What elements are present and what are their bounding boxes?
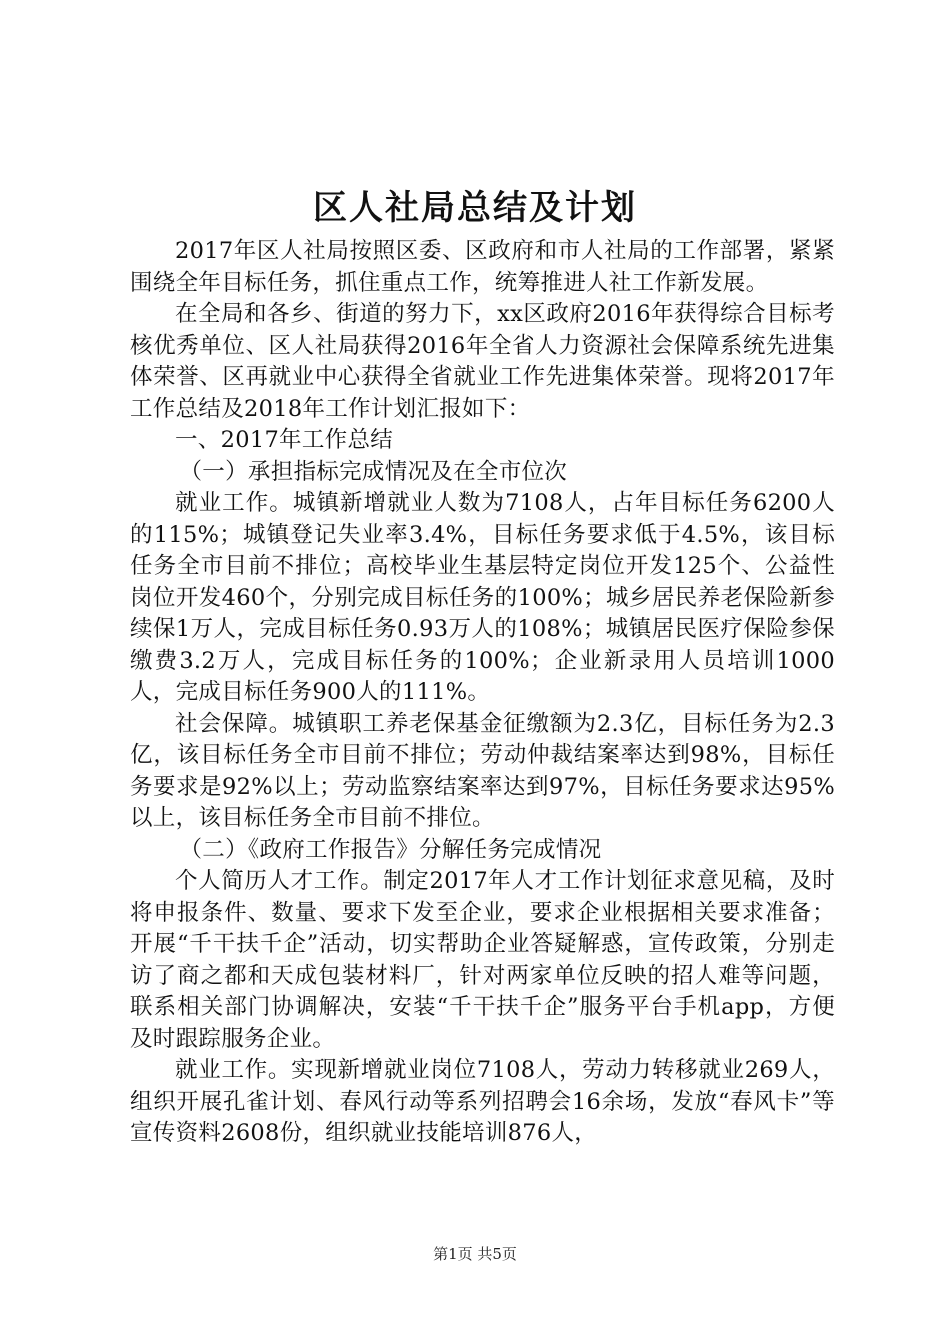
subsection-heading-2: （二）《政府工作报告》分解任务完成情况 <box>179 836 602 863</box>
document-body <box>130 236 835 1150</box>
page-footer: 第1页 共5页 <box>433 1245 517 1263</box>
employment-paragraph: 就业工作。城镇新增就业人数为7108人，占年目标任务6200人的115%；城镇登记失业率3.4%，目标任务要求低于4.5%，该目标任务全市目前不排位；高校毕业生基层特定岗位开发125个、公益性岗位开发460个，分别完成目标任务的100%；城乡居民养老保险新参续保1万人，完成目标任务0.93万人的108%；城镇居民医疗保险参保缴费3.2万人，完成目标任务的100%；企业新录用人员培训1000人，完成目标任务900人的111%。 <box>130 490 835 705</box>
honors-paragraph: 在全局和各乡、街道的努力下，xx区政府2016年获得综合目标考核优秀单位、区人社局获得2016年全省人力资源社会保障系统先进集体荣誉、区再就业中心获得全省就业工作先进集体荣誉。现将2017年工作总结及2018年工作计划汇报如下： <box>130 301 835 422</box>
section-heading-1: 一、2017年工作总结 <box>175 427 394 453</box>
social-security-paragraph: 社会保障。城镇职工养老保基金征缴额为2.3亿，目标任务为2.3亿，该目标任务全市目前不排位；劳动仲裁结案率达到98%，目标任务要求是92%以上；劳动监察结案率达到97%，目标任务要求达95%以上，该目标任务全市目前不排位。 <box>130 710 835 831</box>
intro-paragraph: 2017年区人社局按照区委、区政府和市人社局的工作部署，紧紧围绕全年目标任务，抓住重点工作，统筹推进人社工作新发展。 <box>130 238 835 296</box>
subsection-heading-1: （一）承担指标完成情况及在全市位次 <box>179 458 568 485</box>
document-title: 区人社局总结及计划 <box>313 188 637 228</box>
employment-work-paragraph: 就业工作。实现新增就业岗位7108人，劳动力转移就业269人，组织开展孔雀计划、春风行动等系列招聘会16余场，发放“春风卡”等宣传资料2608份，组织就业技能培训876人， <box>130 1057 835 1146</box>
talent-work-paragraph: 个人简历人才工作。制定2017年人才工作计划征求意见稿，及时将申报条件、数量、要求下发至企业，要求企业根据相关要求准备；开展“千干扶千企”活动，切实帮助企业答疑解惑，宣传政策，分别走访了商之都和天成包装材料厂，针对两家单位反映的招人难等问题，联系相关部门协调解决，安装“千干扶千企”服务平台手机app，方便及时跟踪服务企业。 <box>130 868 835 1052</box>
